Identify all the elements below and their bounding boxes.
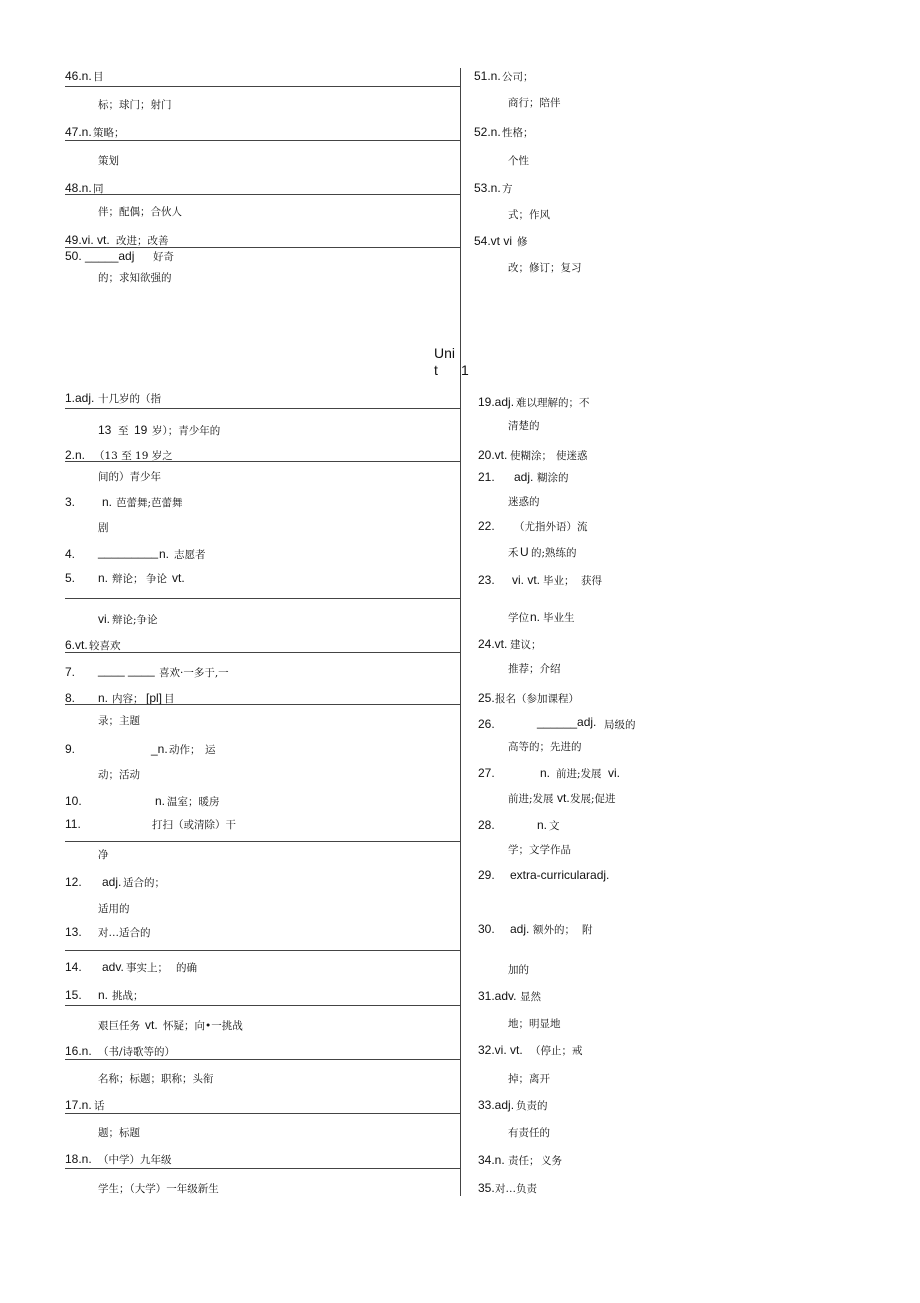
- entry-word: 戒: [572, 1045, 583, 1057]
- entry-word: 负责的: [516, 1100, 548, 1112]
- entry-num: 6.vt.: [65, 638, 88, 652]
- entry-pos: [pl]: [146, 691, 163, 705]
- entry-continuation: 地；明显地: [508, 1018, 561, 1030]
- entry-continuation: 录；主题: [98, 715, 140, 727]
- entry-word: 十几岁的（指: [98, 393, 161, 405]
- entry-word: 显然: [520, 991, 541, 1003]
- entry-continuation: 禾: [508, 547, 519, 559]
- entry-word: 局级的: [604, 719, 636, 731]
- entry-num: 20.vt.: [478, 448, 508, 462]
- entry-word: 同: [93, 183, 104, 195]
- entry-num: 5.: [65, 571, 76, 585]
- entry-pos: vi. vt.: [512, 573, 541, 587]
- entry-continuation: 前进;发展: [508, 793, 554, 805]
- entry-word: （尤指外语）流: [514, 521, 588, 533]
- entry-word: 前进;发展: [556, 768, 602, 780]
- entry-num: 49.vi. vt.: [65, 233, 110, 247]
- divider: [65, 1005, 460, 1006]
- entry-continuation: 间的）青少年: [98, 471, 161, 483]
- entry-word: 打扫（或清除）干: [152, 819, 236, 831]
- entry-continuation: 的；求知欲强的: [98, 272, 172, 284]
- entry-continuation: 适用的: [98, 903, 130, 915]
- entry-continuation: 高等的；先进的: [508, 741, 582, 753]
- entry-continuation: 伴；配偶；合伙人: [98, 206, 182, 218]
- entry-num: 29.: [478, 868, 495, 882]
- entry-word: 文: [549, 820, 560, 832]
- entry-word: 的;熟练的: [531, 547, 577, 559]
- unit-heading-line2: t: [434, 362, 438, 378]
- entry-word: 争论: [146, 573, 167, 585]
- entry-num: 17.n.: [65, 1098, 92, 1112]
- entry-word: 事实上；: [126, 962, 168, 974]
- entry-num: 32.vi. vt.: [478, 1043, 523, 1057]
- entry-num: 18.n.: [65, 1152, 92, 1166]
- entry-continuation: 动；活动: [98, 769, 140, 781]
- entry-num: 16.n.: [65, 1044, 92, 1058]
- divider: [65, 652, 460, 653]
- entry-num: 19.adj.: [478, 395, 515, 409]
- entry-word: 较喜欢: [89, 640, 121, 652]
- entry-number: 13: [98, 423, 112, 437]
- entry-num: 23.: [478, 573, 495, 587]
- divider: [65, 1059, 460, 1060]
- entry-word: 额外的；: [533, 924, 575, 936]
- entry-blank: _n.: [151, 742, 168, 756]
- entry-continuation: 策划: [98, 155, 119, 167]
- entry-word: 的确: [176, 962, 197, 974]
- entry-word: 性格；: [502, 127, 534, 139]
- entry-word: 内容；: [112, 693, 144, 705]
- entry-continuation: 剧: [98, 522, 109, 534]
- entry-num: 54.vt vi: [474, 234, 513, 248]
- entry-pos: adj.: [102, 875, 122, 889]
- entry-num: 3.: [65, 495, 76, 509]
- entry-num: 34.n.: [478, 1153, 505, 1167]
- entry-num: 27.: [478, 766, 495, 780]
- entry-word: 怀疑；向•一挑战: [163, 1020, 243, 1032]
- entry-word: 公司；: [502, 71, 534, 83]
- entry-word: 策略；: [93, 127, 125, 139]
- entry-continuation: 学；文学作品: [508, 844, 571, 856]
- entry-num: 22.: [478, 519, 495, 533]
- entry-pos: U: [520, 545, 529, 559]
- entry-num: 8.: [65, 691, 76, 705]
- entry-blank: _________: [98, 545, 159, 559]
- entry-continuation: 净: [98, 849, 109, 861]
- entry-word: 运: [205, 744, 216, 756]
- entry-num: 35.: [478, 1181, 495, 1195]
- entry-continuation: 清楚的: [508, 420, 540, 432]
- divider: [65, 704, 460, 705]
- entry-continuation: 迷惑的: [508, 496, 540, 508]
- entry-pos: vi.: [98, 612, 110, 626]
- entry-word: （书/诗歌等的）: [98, 1046, 176, 1058]
- entry-word: 适合的；: [123, 877, 165, 889]
- entry-continuation: 艰巨任务: [98, 1020, 140, 1032]
- entry-pos: vt.: [145, 1018, 158, 1032]
- entry-word: 喜欢·一多于,一: [159, 667, 229, 679]
- entry-word: 挑战；: [112, 990, 144, 1002]
- entry-word: 芭蕾舞;芭蕾舞: [116, 497, 183, 509]
- entry-continuation: 推荐；介绍: [508, 663, 561, 675]
- entry-word: 对…适合的: [98, 927, 151, 939]
- divider: [65, 950, 460, 951]
- entry-num: 47.n.: [65, 125, 92, 139]
- entry-num: 9.: [65, 742, 76, 756]
- entry-word: （13 至 19 岁之: [94, 450, 173, 462]
- divider: [65, 140, 460, 141]
- entry-num: 24.vt.: [478, 637, 508, 651]
- entry-word: 发展;促进: [570, 793, 616, 805]
- entry-num: 30.: [478, 922, 495, 936]
- entry-word: 目: [93, 71, 104, 83]
- entry-word: 方: [502, 183, 513, 195]
- entry-word: 改进；改善: [116, 235, 169, 247]
- entry-continuation: 掉；离开: [508, 1073, 550, 1085]
- divider: [65, 86, 460, 87]
- entry-continuation: 商行；陪伴: [508, 97, 561, 109]
- entry-num: 10.: [65, 794, 82, 808]
- divider: [65, 841, 460, 842]
- entry-word: 使迷惑: [556, 450, 588, 462]
- entry-word: 温室；暖房: [167, 796, 220, 808]
- divider: [65, 1113, 460, 1114]
- entry-word: 岁）；青少年的: [152, 425, 221, 437]
- entry-word: 志愿者: [174, 549, 206, 561]
- entry-num: 21.: [478, 470, 495, 484]
- entry-pos: n.: [530, 610, 541, 624]
- entry-num: 13.: [65, 925, 82, 939]
- entry-continuation: 名称；标题；职称；头衔: [98, 1073, 214, 1085]
- entry-word: 建议；: [510, 639, 542, 651]
- entry-pos: n.: [155, 794, 166, 808]
- entry-continuation: 题；标题: [98, 1127, 140, 1139]
- entry-num: 7.: [65, 665, 76, 679]
- entry-word: 目: [164, 693, 175, 705]
- divider: [65, 461, 460, 462]
- entry-word: 责任；: [508, 1155, 540, 1167]
- column-divider: [460, 68, 461, 1196]
- entry-blank: ______adj.: [537, 715, 597, 729]
- entry-pos: vi.: [608, 766, 620, 780]
- entry-continuation: 式；作风: [508, 209, 550, 221]
- divider: [65, 194, 460, 195]
- entry-pos: n.: [98, 988, 109, 1002]
- entry-word: 毕业生: [543, 612, 575, 624]
- entry-continuation: 有责任的: [508, 1127, 550, 1139]
- entry-pos: adv.: [102, 960, 124, 974]
- divider: [65, 408, 460, 409]
- entry-word: 使糊涂；: [510, 450, 552, 462]
- unit-heading-number: 1: [461, 362, 469, 378]
- entry-continuation: 标；球门；射门: [98, 99, 172, 111]
- entry-word: （停止；: [530, 1045, 572, 1057]
- entry-num: 4.: [65, 547, 76, 561]
- entry-word: 辩论；: [112, 573, 144, 585]
- unit-heading-line1: Uni: [434, 345, 456, 361]
- entry-num: 12.: [65, 875, 82, 889]
- entry-continuation: 学生；（大学）一年级新生: [98, 1183, 219, 1195]
- entry-pos: n.: [98, 571, 109, 585]
- entry-num: 14.: [65, 960, 82, 974]
- entry-pos: n.: [98, 691, 109, 705]
- entry-word: 难以理解的；不: [516, 397, 590, 409]
- entry-number: 19: [134, 423, 148, 437]
- entry-num: 15.: [65, 988, 82, 1002]
- entry-num: 51.n.: [474, 69, 501, 83]
- divider: [65, 1168, 460, 1169]
- entry-word: 修: [517, 236, 528, 248]
- entry-num: 25.: [478, 691, 495, 705]
- entry-word: 话: [94, 1100, 105, 1112]
- entry-num: 11.: [65, 817, 81, 831]
- entry-word: 报名（参加课程）: [495, 693, 579, 705]
- entry-pos: adj.: [514, 470, 534, 484]
- entry-num: 53.n.: [474, 181, 501, 195]
- entry-word: 动作；: [169, 744, 201, 756]
- divider: [65, 247, 460, 248]
- entry-word: 获得: [581, 575, 602, 587]
- entry-num: 31.adv.: [478, 989, 517, 1003]
- entry-num: 1.adj.: [65, 391, 95, 405]
- entry-pos: n.: [159, 547, 170, 561]
- entry-word: 附: [582, 924, 593, 936]
- entry-pos: vt.: [172, 571, 185, 585]
- entry-num: 26.: [478, 717, 495, 731]
- entry-num: 33.adj.: [478, 1098, 515, 1112]
- entry-pos: vt.: [557, 791, 570, 805]
- entry-pos: n.: [537, 818, 548, 832]
- entry-word: 对…负责: [495, 1183, 537, 1195]
- entry-word: 好奇: [153, 251, 174, 263]
- entry-word: 糊涂的: [537, 472, 569, 484]
- entry-blank: ____ ____: [98, 663, 155, 677]
- entry-num: 46.n.: [65, 69, 92, 83]
- entry-num: 28.: [478, 818, 495, 832]
- entry-continuation: 改；修订；复习: [508, 262, 582, 274]
- entry-continuation: 加的: [508, 964, 529, 976]
- entry-pos: n.: [102, 495, 113, 509]
- entry-word: 毕业；: [543, 575, 575, 587]
- entry-num: 52.n.: [474, 125, 501, 139]
- entry-word: 义务: [541, 1155, 562, 1167]
- entry-word: （中学）九年级: [98, 1154, 172, 1166]
- entry-num: 2.n.: [65, 448, 86, 462]
- entry-num: 48.n.: [65, 181, 92, 195]
- entry-word: 至: [118, 425, 129, 437]
- entry-word: 辩论;争论: [112, 614, 158, 626]
- entry-pos: extra-curricularadj.: [510, 868, 610, 882]
- divider: [65, 598, 460, 599]
- entry-pos: adj.: [510, 922, 530, 936]
- entry-num: 50. _____adj: [65, 249, 135, 263]
- entry-pos: n.: [540, 766, 551, 780]
- entry-continuation: 学位: [508, 612, 529, 624]
- entry-continuation: 个性: [508, 155, 529, 167]
